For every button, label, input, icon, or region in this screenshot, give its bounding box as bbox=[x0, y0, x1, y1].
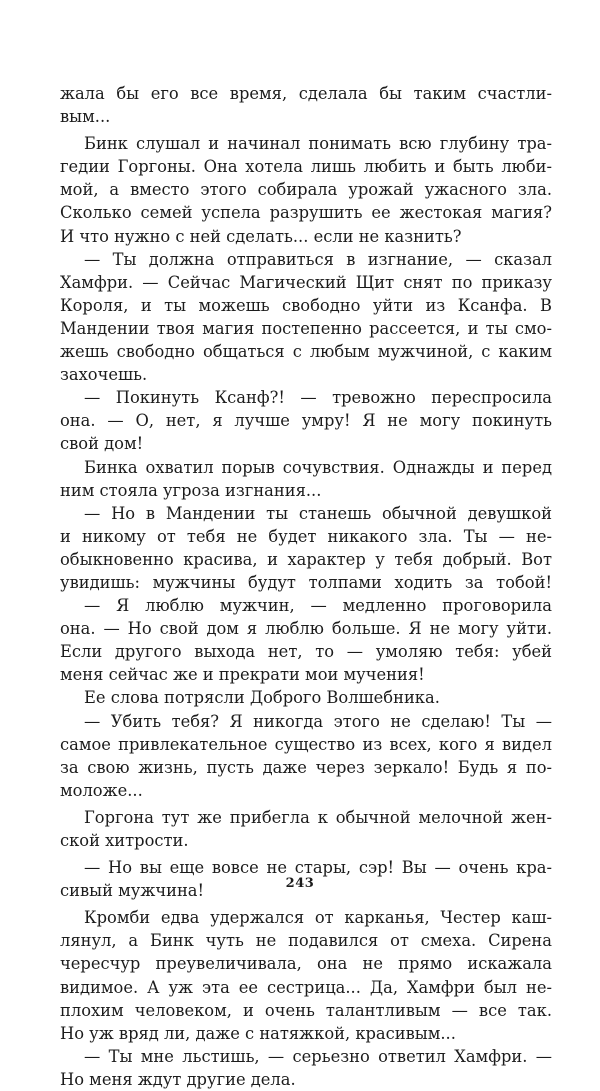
text-line: Короля, и ты можешь свободно уйти из Ксанфа. В bbox=[60, 295, 552, 315]
text-line: плохим человеком, и очень талантливым — все так. bbox=[60, 1000, 552, 1020]
text-line: захочешь. bbox=[60, 365, 148, 385]
text-line: меня сейчас же и прекрати мои мучения! bbox=[60, 665, 425, 685]
text-line: ним стояла угроза изгнания... bbox=[60, 480, 322, 500]
text-line: гедии Горгоны. Она хотела лишь любить и быть люби- bbox=[60, 157, 552, 177]
text-line: — Я люблю мужчин, — медленно проговорила bbox=[84, 596, 552, 616]
text-line: свой дом! bbox=[60, 434, 144, 454]
text-line: Горгона тут же прибегла к обычной мелочной жен- bbox=[84, 807, 552, 827]
text-line: увидишь: мужчины будут толпами ходить за тобой! bbox=[60, 572, 552, 592]
text-line: Хамфри. — Сейчас Магический Щит снят по приказу bbox=[60, 272, 552, 292]
text-line: — Но в Мандении ты станешь обычной девушкой bbox=[84, 503, 552, 523]
text-line: за свою жизнь, пусть даже через зеркало! Будь я по- bbox=[60, 757, 552, 777]
text-line: Ее слова потрясли Доброго Волшебника. bbox=[84, 688, 440, 708]
text-line: Сколько семей успела разрушить ее жестокая магия? bbox=[60, 203, 552, 223]
text-line: И что нужно с ней сделать... если не казнить? bbox=[60, 226, 462, 246]
text-line: Бинка охватил порыв сочувствия. Однажды и перед bbox=[84, 457, 552, 477]
text-line: сивый мужчина! bbox=[60, 881, 205, 901]
text-line: Если другого выхода нет, то — умоляю тебя: убей bbox=[60, 642, 552, 662]
text-line: видимое. А уж эта ее сестрица... Да, Хамфри был не- bbox=[60, 977, 552, 997]
text-line: обыкновенно красива, и характер у тебя добрый. Вот bbox=[60, 549, 552, 569]
text-line: вым... bbox=[60, 107, 111, 127]
text-line: — Но вы еще вовсе не стары, сэр! Вы — очень кра- bbox=[84, 858, 552, 878]
text-line: лянул, а Бинк чуть не подавился от смеха. Сирена bbox=[60, 931, 552, 951]
text-line: мой, а вместо этого собирала урожай ужасного зла. bbox=[60, 180, 552, 200]
page-number: 243 bbox=[285, 876, 315, 891]
text-line: Но уж вряд ли, даже с натяжкой, красивым... bbox=[60, 1023, 456, 1043]
text-line: жешь свободно общаться с любым мужчиной, с каким bbox=[60, 342, 552, 362]
text-line: она. — О, нет, я лучше умру! Я не могу покинуть bbox=[60, 411, 552, 431]
book-page-text bbox=[60, 82, 552, 1091]
text-line: Кромби едва удержался от карканья, Честер каш- bbox=[84, 908, 552, 928]
text-line: ской хитрости. bbox=[60, 831, 189, 850]
text-line: и никому от тебя не будет никакого зла. Ты — не- bbox=[60, 526, 552, 546]
text-line: моложе... bbox=[60, 780, 143, 800]
text-line: жала бы его все время, сделала бы таким счастли- bbox=[60, 84, 552, 103]
text-line: — Ты должна отправиться в изгнание, — сказал bbox=[84, 249, 552, 269]
text-line: Мандении твоя магия постепенно рассеется, и ты смо- bbox=[60, 318, 552, 338]
text-line: — Покинуть Ксанф?! — тревожно переспросила bbox=[84, 388, 552, 408]
text-line: Бинк слушал и начинал понимать всю глубину тра- bbox=[84, 134, 552, 154]
text-line: — Убить тебя? Я никогда этого не сделаю! Ты — bbox=[84, 711, 552, 731]
text-line: она. — Но свой дом я люблю больше. Я не могу уйти. bbox=[60, 619, 552, 639]
text-line: Но меня ждут другие дела. bbox=[60, 1069, 296, 1089]
text-line: чересчур преувеличивала, она не прямо искажала bbox=[60, 954, 552, 974]
text-line: — Ты мне льстишь, — серьезно ответил Хамфри. — bbox=[84, 1046, 552, 1066]
text-line: самое привлекательное существо из всех, кого я видел bbox=[60, 734, 552, 754]
